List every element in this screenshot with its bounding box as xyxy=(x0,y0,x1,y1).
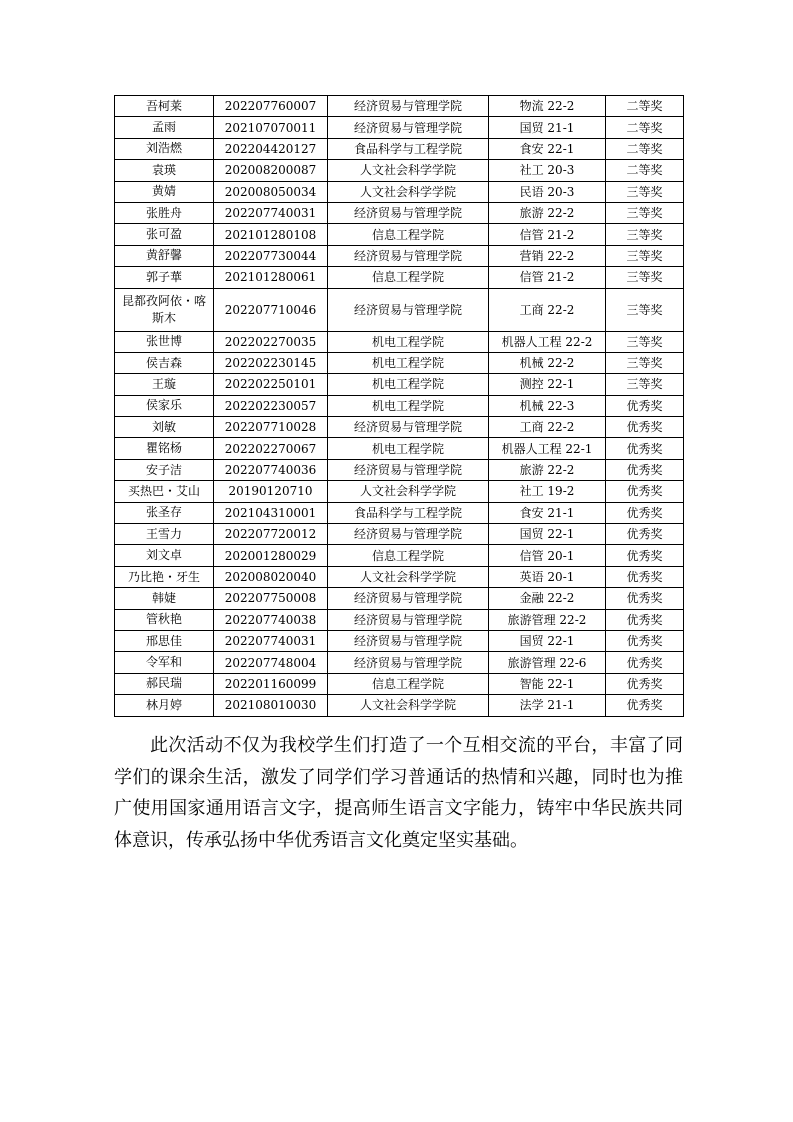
student-id-cell: 20190120710 xyxy=(214,481,328,502)
award-level-cell: 优秀奖 xyxy=(606,695,684,716)
student-id-cell: 202207760007 xyxy=(214,96,328,117)
student-id-cell: 202202270067 xyxy=(214,438,328,459)
student-name-cell: 袁瑛 xyxy=(115,160,214,181)
award-level-cell: 优秀奖 xyxy=(606,502,684,523)
award-level-cell: 三等奖 xyxy=(606,288,684,331)
student-name-cell: 张世博 xyxy=(115,331,214,352)
award-level-cell: 三等奖 xyxy=(606,202,684,223)
student-id-cell: 202008050034 xyxy=(214,181,328,202)
table-row xyxy=(115,502,684,523)
college-cell: 机电工程学院 xyxy=(328,395,489,416)
award-level-cell: 三等奖 xyxy=(606,331,684,352)
award-level-cell: 三等奖 xyxy=(606,374,684,395)
student-name-cell: 乃比艳・牙生 xyxy=(115,566,214,587)
table-row xyxy=(115,138,684,159)
award-level-cell: 优秀奖 xyxy=(606,630,684,651)
table-row xyxy=(115,224,684,245)
student-id-cell: 202204420127 xyxy=(214,138,328,159)
table-row xyxy=(115,695,684,716)
award-level-cell: 三等奖 xyxy=(606,181,684,202)
class-cell: 食安 21-1 xyxy=(489,502,606,523)
award-level-cell: 优秀奖 xyxy=(606,588,684,609)
student-id-cell: 202101280108 xyxy=(214,224,328,245)
student-name-cell: 昆都孜阿依・喀斯木 xyxy=(115,288,214,331)
class-cell: 信管 21-2 xyxy=(489,224,606,245)
award-level-cell: 优秀奖 xyxy=(606,545,684,566)
college-cell: 人文社会科学学院 xyxy=(328,160,489,181)
table-row xyxy=(115,459,684,480)
student-id-cell: 202207740036 xyxy=(214,459,328,480)
table-row xyxy=(115,181,684,202)
student-id-cell: 202207740031 xyxy=(214,630,328,651)
table-row xyxy=(115,609,684,630)
student-id-cell: 202201160099 xyxy=(214,673,328,694)
student-name-cell: 林月婷 xyxy=(115,695,214,716)
student-name-cell: 令军和 xyxy=(115,652,214,673)
college-cell: 机电工程学院 xyxy=(328,331,489,352)
student-id-cell: 202202230057 xyxy=(214,395,328,416)
class-cell: 工商 22-2 xyxy=(489,417,606,438)
college-cell: 机电工程学院 xyxy=(328,374,489,395)
student-name-cell: 王璇 xyxy=(115,374,214,395)
award-level-cell: 二等奖 xyxy=(606,160,684,181)
class-cell: 机器人工程 22-2 xyxy=(489,331,606,352)
award-level-cell: 优秀奖 xyxy=(606,609,684,630)
college-cell: 经济贸易与管理学院 xyxy=(328,245,489,266)
class-cell: 营销 22-2 xyxy=(489,245,606,266)
student-id-cell: 202207740031 xyxy=(214,202,328,223)
award-level-cell: 三等奖 xyxy=(606,352,684,373)
college-cell: 经济贸易与管理学院 xyxy=(328,609,489,630)
class-cell: 食安 22-1 xyxy=(489,138,606,159)
student-name-cell: 郝民瑞 xyxy=(115,673,214,694)
college-cell: 经济贸易与管理学院 xyxy=(328,524,489,545)
college-cell: 人文社会科学学院 xyxy=(328,481,489,502)
award-level-cell: 三等奖 xyxy=(606,267,684,288)
table-row xyxy=(115,545,684,566)
class-cell: 机械 22-3 xyxy=(489,395,606,416)
college-cell: 人文社会科学学院 xyxy=(328,181,489,202)
student-name-cell: 吾柯莱 xyxy=(115,96,214,117)
class-cell: 金融 22-2 xyxy=(489,588,606,609)
class-cell: 国贸 21-1 xyxy=(489,117,606,138)
student-name-cell: 孟雨 xyxy=(115,117,214,138)
student-id-cell: 202107070011 xyxy=(214,117,328,138)
table-row xyxy=(115,652,684,673)
class-cell: 社工 19-2 xyxy=(489,481,606,502)
college-cell: 信息工程学院 xyxy=(328,224,489,245)
award-level-cell: 优秀奖 xyxy=(606,566,684,587)
college-cell: 经济贸易与管理学院 xyxy=(328,117,489,138)
class-cell: 信管 20-1 xyxy=(489,545,606,566)
college-cell: 经济贸易与管理学院 xyxy=(328,96,489,117)
college-cell: 信息工程学院 xyxy=(328,545,489,566)
award-level-cell: 二等奖 xyxy=(606,117,684,138)
student-id-cell: 202202250101 xyxy=(214,374,328,395)
student-id-cell: 202104310001 xyxy=(214,502,328,523)
student-name-cell: 瞿铭杨 xyxy=(115,438,214,459)
class-cell: 旅游管理 22-6 xyxy=(489,652,606,673)
college-cell: 经济贸易与管理学院 xyxy=(328,630,489,651)
college-cell: 信息工程学院 xyxy=(328,673,489,694)
award-level-cell: 二等奖 xyxy=(606,138,684,159)
award-level-cell: 优秀奖 xyxy=(606,524,684,545)
table-row xyxy=(115,245,684,266)
student-name-cell: 王雪力 xyxy=(115,524,214,545)
award-table xyxy=(114,95,684,717)
table-row xyxy=(115,395,684,416)
student-name-cell: 郭子華 xyxy=(115,267,214,288)
table-row xyxy=(115,417,684,438)
award-level-cell: 优秀奖 xyxy=(606,438,684,459)
class-cell: 信管 21-2 xyxy=(489,267,606,288)
student-id-cell: 202202230145 xyxy=(214,352,328,373)
college-cell: 人文社会科学学院 xyxy=(328,695,489,716)
class-cell: 物流 22-2 xyxy=(489,96,606,117)
student-name-cell: 侯吉森 xyxy=(115,352,214,373)
table-row xyxy=(115,588,684,609)
award-level-cell: 三等奖 xyxy=(606,245,684,266)
class-cell: 机器人工程 22-1 xyxy=(489,438,606,459)
class-cell: 智能 22-1 xyxy=(489,673,606,694)
class-cell: 民语 20-3 xyxy=(489,181,606,202)
student-id-cell: 202001280029 xyxy=(214,545,328,566)
college-cell: 信息工程学院 xyxy=(328,267,489,288)
award-level-cell: 优秀奖 xyxy=(606,417,684,438)
student-name-cell: 张可盈 xyxy=(115,224,214,245)
table-row xyxy=(115,481,684,502)
class-cell: 英语 20-1 xyxy=(489,566,606,587)
college-cell: 经济贸易与管理学院 xyxy=(328,288,489,331)
table-row xyxy=(115,96,684,117)
student-name-cell: 管秋艳 xyxy=(115,609,214,630)
class-cell: 机械 22-2 xyxy=(489,352,606,373)
student-id-cell: 202207750008 xyxy=(214,588,328,609)
student-id-cell: 202207710046 xyxy=(214,288,328,331)
college-cell: 经济贸易与管理学院 xyxy=(328,202,489,223)
college-cell: 食品科学与工程学院 xyxy=(328,502,489,523)
table-row xyxy=(115,288,684,331)
student-name-cell: 张圣存 xyxy=(115,502,214,523)
student-name-cell: 买热巴・艾山 xyxy=(115,481,214,502)
award-level-cell: 优秀奖 xyxy=(606,673,684,694)
student-name-cell: 刘文卓 xyxy=(115,545,214,566)
table-row xyxy=(115,202,684,223)
table-row xyxy=(115,352,684,373)
class-cell: 社工 20-3 xyxy=(489,160,606,181)
student-id-cell: 202207710028 xyxy=(214,417,328,438)
student-name-cell: 黄舒馨 xyxy=(115,245,214,266)
student-name-cell: 黄婧 xyxy=(115,181,214,202)
student-id-cell: 202202270035 xyxy=(214,331,328,352)
award-table-body xyxy=(115,96,684,717)
award-level-cell: 优秀奖 xyxy=(606,652,684,673)
class-cell: 国贸 22-1 xyxy=(489,630,606,651)
student-name-cell: 侯家乐 xyxy=(115,395,214,416)
student-id-cell: 202207720012 xyxy=(214,524,328,545)
class-cell: 旅游 22-2 xyxy=(489,202,606,223)
college-cell: 机电工程学院 xyxy=(328,438,489,459)
class-cell: 旅游 22-2 xyxy=(489,459,606,480)
student-name-cell: 安子洁 xyxy=(115,459,214,480)
student-name-cell: 张胜舟 xyxy=(115,202,214,223)
college-cell: 经济贸易与管理学院 xyxy=(328,588,489,609)
college-cell: 人文社会科学学院 xyxy=(328,566,489,587)
student-id-cell: 202207748004 xyxy=(214,652,328,673)
table-row xyxy=(115,630,684,651)
award-level-cell: 优秀奖 xyxy=(606,459,684,480)
college-cell: 食品科学与工程学院 xyxy=(328,138,489,159)
award-level-cell: 二等奖 xyxy=(606,96,684,117)
student-id-cell: 202008200087 xyxy=(214,160,328,181)
class-cell: 测控 22-1 xyxy=(489,374,606,395)
award-level-cell: 三等奖 xyxy=(606,224,684,245)
table-row xyxy=(115,160,684,181)
student-name-cell: 刘浩燃 xyxy=(115,138,214,159)
table-row xyxy=(115,673,684,694)
table-row xyxy=(115,566,684,587)
class-cell: 法学 21-1 xyxy=(489,695,606,716)
student-id-cell: 202108010030 xyxy=(214,695,328,716)
college-cell: 经济贸易与管理学院 xyxy=(328,417,489,438)
table-row xyxy=(115,524,684,545)
class-cell: 工商 22-2 xyxy=(489,288,606,331)
college-cell: 经济贸易与管理学院 xyxy=(328,459,489,480)
student-id-cell: 202008020040 xyxy=(214,566,328,587)
college-cell: 机电工程学院 xyxy=(328,352,489,373)
college-cell: 经济贸易与管理学院 xyxy=(328,652,489,673)
student-id-cell: 202207730044 xyxy=(214,245,328,266)
student-name-cell: 刘敏 xyxy=(115,417,214,438)
student-id-cell: 202101280061 xyxy=(214,267,328,288)
table-row xyxy=(115,331,684,352)
table-row xyxy=(115,374,684,395)
table-row xyxy=(115,117,684,138)
award-level-cell: 优秀奖 xyxy=(606,481,684,502)
closing-paragraph: 此次活动不仅为我校学生们打造了一个互相交流的平台，丰富了同学们的课余生活，激发了同学们学习普通话的热情和兴趣，同时也为推广使用国家通用语言文字，提高师生语言文字能力，铸牢中华民族共同体意识，传承弘扬中华优秀语言文化奠定坚实基础。 xyxy=(114,735,683,851)
student-name-cell: 韩婕 xyxy=(115,588,214,609)
table-row xyxy=(115,267,684,288)
student-name-cell: 邢思佳 xyxy=(115,630,214,651)
award-level-cell: 优秀奖 xyxy=(606,395,684,416)
student-id-cell: 202207740038 xyxy=(214,609,328,630)
table-row xyxy=(115,438,684,459)
class-cell: 旅游管理 22-2 xyxy=(489,609,606,630)
class-cell: 国贸 22-1 xyxy=(489,524,606,545)
